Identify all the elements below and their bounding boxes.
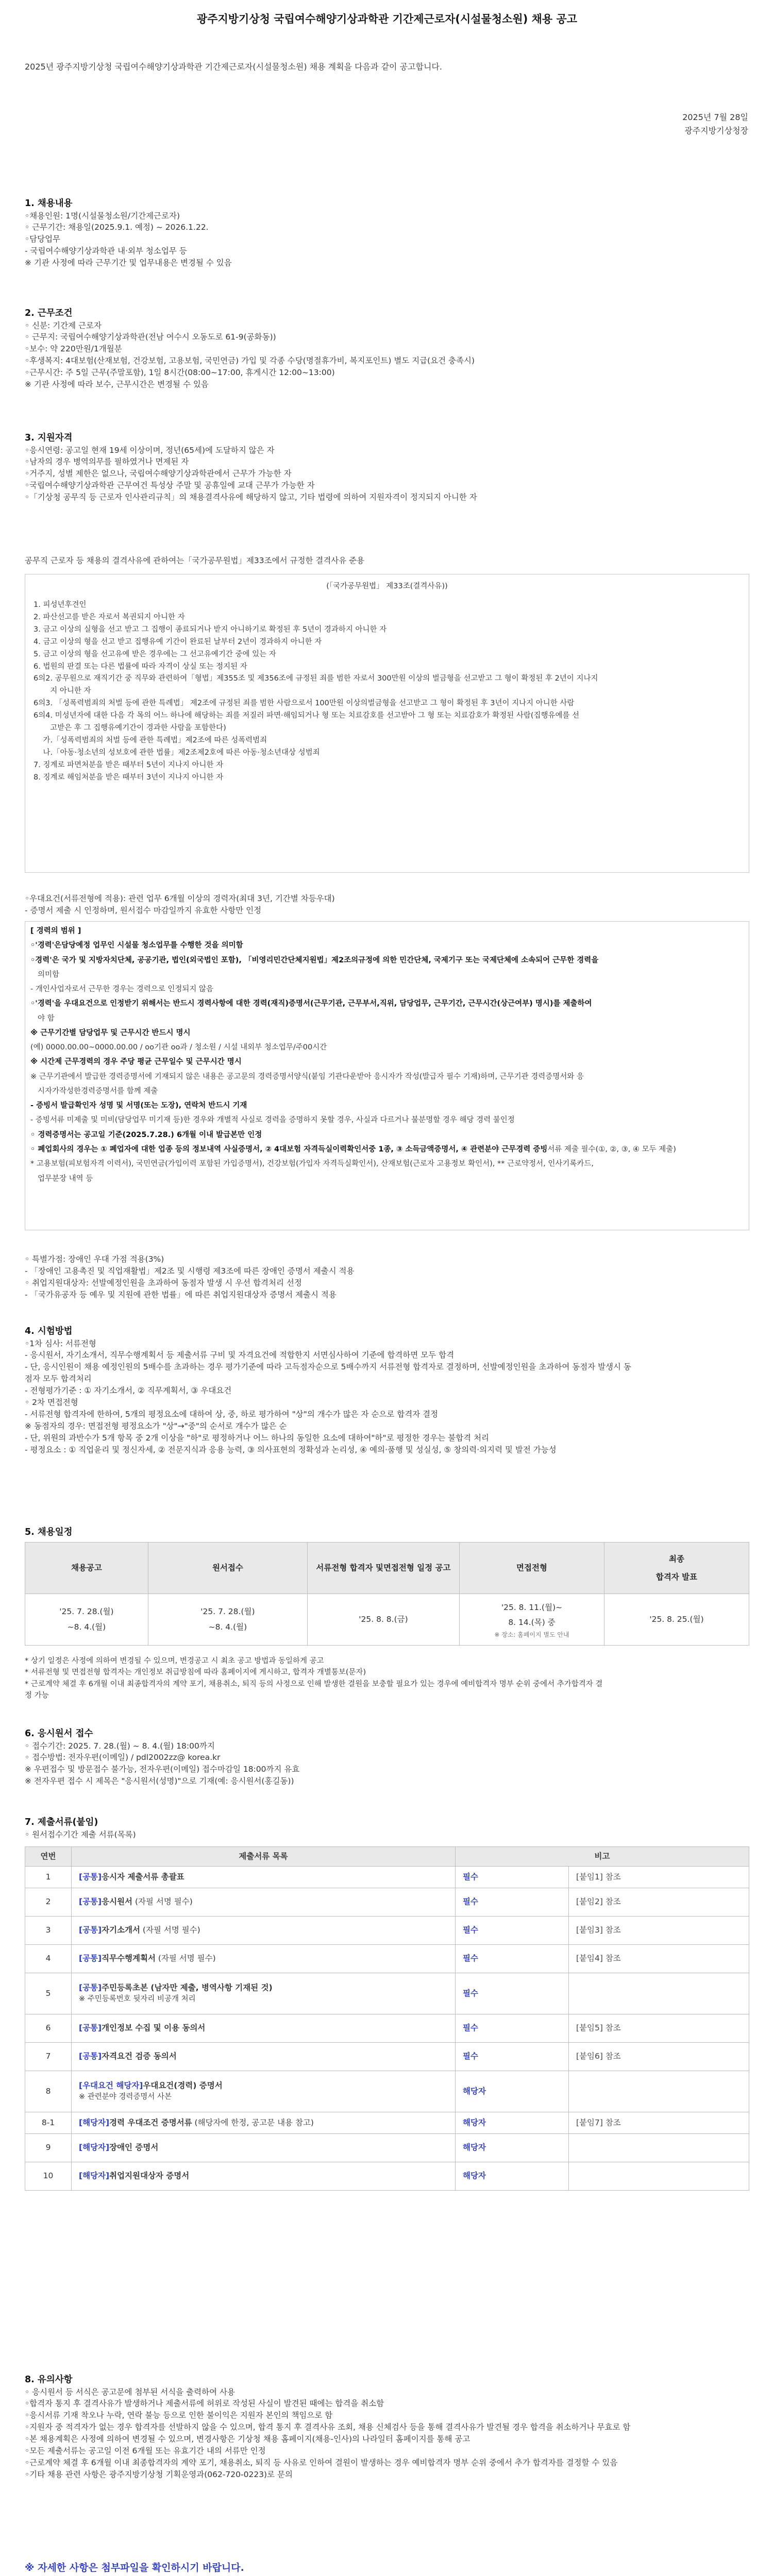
text-line: ※ 기관 사정에 따라 근무기간 및 업무내용은 변경될 수 있음 bbox=[25, 258, 232, 268]
text-line: * 상기 일정은 사정에 의하여 변경될 수 있으며, 변경공고 시 최초 공고 방법과 동일하게 공고 bbox=[25, 1657, 324, 1665]
schedule-notes bbox=[25, 1655, 749, 1702]
section-heading: 7. 제출서류(붙임) bbox=[25, 1817, 98, 1827]
disqualification-box bbox=[25, 574, 749, 873]
document-label: 직무수행계획서 bbox=[102, 1954, 156, 1963]
text-line: ◦본 채용계획은 사정에 의하여 변경될 수 있으며, 변경사항은 기상청 채용 홈페이지(채용-인사)의 나라일터 홈페이지를 통해 공고 bbox=[25, 2434, 470, 2444]
schedule-cell: '25. 7. 28.(월) ~8. 4.(월) bbox=[148, 1594, 307, 1646]
text-line: - 단, 위원의 과반수가 5개 항목 중 2개 이상을 "하"로 평정하거나 어느 하나의 동일한 요소에 대하여"하"로 평정한 경우는 불합격 처리 bbox=[25, 1433, 490, 1443]
attachment-ref bbox=[569, 2162, 749, 2191]
document-label: 개인정보 수집 및 이용 동의서 bbox=[102, 2023, 206, 2033]
row-number: 9 bbox=[25, 2134, 72, 2162]
text-line: ※ 기관 사정에 따라 보수, 근무시간은 변경될 수 있음 bbox=[25, 380, 209, 389]
text-line: ◦ 원서접수기간 제출 서류(목록) bbox=[25, 1829, 136, 1839]
text-fragment: 서류 제출 필수(①, ②, ③, ④ 모두 제출) bbox=[547, 1145, 676, 1154]
document-tag: [공통] bbox=[79, 1897, 102, 1907]
document-subnote: ※ 관련분야 경력증명서 사본 bbox=[79, 2093, 172, 2102]
text-line: * 고용보험(피보험자격 이력서), 국민연금(가입이력 포함된 가입증명서), 건강보험(가입자 자격득실확인서), 산재보험(근로자 고용정보 확인서), ** 근로약정서, 인사기록카드, bbox=[30, 1160, 594, 1168]
document-name bbox=[72, 1917, 456, 1945]
text-fragment: ◦ 폐업회사의 경우는 ① 폐업자에 대한 업종 등의 정보내역 사실증명서, ② 4대보험 자격득실이력확인서 bbox=[30, 1145, 369, 1154]
text-line: ◦거주지, 성별 제한은 없으나, 국립여수해양기상과학관에서 근무가 가능한 자 bbox=[25, 469, 292, 479]
documents-row bbox=[25, 1867, 749, 1888]
document-label: 자기소개서 bbox=[102, 1925, 140, 1935]
text-line: ※ 근무기간별 담당업무 및 근무시간 반드시 명시 bbox=[30, 1028, 191, 1037]
document-name bbox=[72, 2162, 456, 2191]
document-label: 응시자 제출서류 총괄표 bbox=[102, 1872, 184, 1882]
text-line: 의미함 bbox=[38, 970, 60, 979]
documents-row bbox=[25, 1945, 749, 1973]
section-documents bbox=[25, 1816, 749, 1840]
text-line: (예) 0000.00.00~0000.00.00 / oo기관 oo과 / 청소원 / 시설 내외부 청소업무/주00시간 bbox=[30, 1043, 327, 1052]
section-heading: 5. 채용일정 bbox=[25, 1527, 73, 1537]
document-name bbox=[72, 2112, 456, 2134]
text-line bbox=[30, 1142, 744, 1157]
text-line: ◦ 접수기간: 2025. 7. 28.(월) ~ 8. 4.(월) 18:00까지 bbox=[25, 1741, 215, 1751]
text-line: 점자 모두 합격처리 bbox=[25, 1374, 92, 1384]
schedule-cell: '25. 8. 25.(월) bbox=[604, 1594, 749, 1646]
document-subnote: ※ 주민등록번호 뒷자리 비공개 처리 bbox=[79, 1995, 196, 2004]
attachment-ref: [붙임7] 참조 bbox=[569, 2112, 749, 2134]
document-title bbox=[79, 2022, 448, 2034]
disqualification-item: 지 아니한 자 bbox=[33, 687, 91, 696]
documents-row bbox=[25, 1888, 749, 1917]
requirement-badge: 필수 bbox=[456, 1888, 569, 1917]
section-heading: 8. 유의사항 bbox=[25, 2375, 73, 2385]
preference-info bbox=[25, 893, 749, 917]
row-number: 2 bbox=[25, 1888, 72, 1917]
text-line: ◦ 2차 면접전형 bbox=[25, 1398, 78, 1408]
section-body bbox=[25, 1338, 749, 1456]
text-line: ◦합격자 통지 후 결격사유가 발생하거나 제출서류에 허위로 작성된 사실이 발견된 때에는 합격을 취소함 bbox=[25, 2399, 384, 2409]
text-line: ◦모든 제출서류는 공고일 이전 6개월 또는 유효기간 내의 서류만 인정 bbox=[25, 2446, 266, 2456]
document-title bbox=[79, 2142, 448, 2154]
disqualification-item: 3. 금고 이상의 실형을 선고 받고 그 집행이 종료되거나 받지 아니하기로 확정된 후 5년이 경과하지 아니한 자 bbox=[33, 625, 387, 634]
section-body bbox=[25, 1829, 749, 1841]
section-body bbox=[25, 2386, 749, 2481]
text-line: ◦우대요건(서류전형에 적용): 관련 업무 6개월 이상의 경력자(최대 3년, 기간별 차등우대) bbox=[25, 894, 335, 903]
documents-row bbox=[25, 2043, 749, 2071]
attachment-ref: [붙임5] 참조 bbox=[569, 2014, 749, 2043]
documents-row bbox=[25, 1917, 749, 1945]
text-line: ◦국립여수해양기상과학관 근무여건 특성상 주말 및 공휴일에 교대 근무가 가능한 자 bbox=[25, 481, 315, 490]
requirement-badge: 필수 bbox=[456, 1917, 569, 1945]
text-line: ◦경력'은 국가 및 지방자치단체, 공공기관, 법인(외국법인 포함), 「비영리민간단체지원법」제2조의규정에 의한 민간단체, 국제기구 또는 국제단체에 소속되어 근무한 경력을 bbox=[30, 956, 599, 964]
text-line: ◦근무시간: 주 5일 근무(주말포함), 1일 8시간(08:00~17:00, 휴게시간 12:00~13:00) bbox=[25, 368, 335, 378]
text-line: 시자가작성한경력증명서를 함께 제출 bbox=[38, 1087, 158, 1095]
document-tag: [해당자] bbox=[79, 2143, 110, 2153]
text-line: ※ 동점자의 경우: 면접전형 평정요소가 "상"→"중"의 순서로 개수가 많은 순 bbox=[25, 1421, 287, 1431]
disqualification-item: 6의2. 공무원으로 재직기간 중 직무와 관련하여「형법」제355조 및 제356조에 규정된 죄를 범한 자로서 300만원 이상의 벌금형을 선고받고 그 형이 확정된 후 2년이 지나지 bbox=[33, 674, 598, 683]
schedule-note: ※ 장소: 홈페이지 별도 안내 bbox=[494, 1631, 569, 1638]
section-heading: 1. 채용내용 bbox=[25, 198, 73, 209]
issue-date: 2025년 7월 28일 bbox=[682, 112, 748, 122]
document-tag: [공통] bbox=[79, 2023, 102, 2033]
row-number: 8 bbox=[25, 2071, 72, 2112]
attachment-ref: [붙임2] 참조 bbox=[569, 1888, 749, 1917]
document-title bbox=[79, 2170, 448, 2182]
text-line: ※ 우편접수 및 방문접수 불가능, 전자우편(이메일) 접수마감일 18:00까지 유효 bbox=[25, 1765, 300, 1774]
section-recruitment bbox=[25, 197, 749, 269]
schedule-cell: '25. 7. 28.(월) ~8. 4.(월) bbox=[25, 1594, 148, 1646]
schedule-header: 서류전형 합격자 및면접전형 일정 공고 bbox=[307, 1543, 459, 1594]
schedule-cell bbox=[459, 1594, 604, 1646]
attachment-notice: ※ 자세한 사항은 첨부파일을 확인하시기 바랍니다. bbox=[25, 2562, 244, 2573]
row-number: 8-1 bbox=[25, 2112, 72, 2134]
requirement-badge: 필수 bbox=[456, 2043, 569, 2071]
schedule-cell: '25. 8. 8.(금) bbox=[307, 1594, 459, 1646]
section-body bbox=[25, 320, 749, 391]
document-title bbox=[79, 1982, 448, 1994]
text-line: ◦'경력'을 우대요건으로 인정받기 위해서는 반드시 경력사항에 대한 경력(재직)증명서(근무기관, 근무부서,직위, 담당업무, 근무기간, 근무시간(상근여부) 명시)를 제출하여 bbox=[30, 999, 592, 1008]
text-line: ◦ 근무기간: 채용일(2025.9.1. 예정) ~ 2026.1.22. bbox=[25, 223, 209, 232]
requirement-badge: 필수 bbox=[456, 2014, 569, 2043]
text-line: - 응시원서, 자기소개서, 직무수행계획서 등 제출서류 구비 및 자격요건에 적합한지 서면심사하여 기준에 합격하면 모두 합격 bbox=[25, 1350, 455, 1360]
document-tag: [공통] bbox=[79, 1954, 102, 1963]
document-title bbox=[79, 2080, 448, 2092]
section-qualifications bbox=[25, 432, 749, 503]
document-extra: (자필 서명 필수) bbox=[155, 1954, 216, 1963]
document-label: 취업지원대상자 증명서 bbox=[109, 2171, 190, 2181]
text-line: - 서류전형 합격자에 한하여, 5개의 평정요소에 대하여 상, 중, 하로 평가하여 "상"의 개수가 많은 자 순으로 합격자 결정 bbox=[25, 1410, 439, 1419]
documents-row bbox=[25, 2134, 749, 2162]
attachment-ref: [붙임6] 참조 bbox=[569, 2043, 749, 2071]
text-line: 업무분장 내역 등 bbox=[38, 1174, 93, 1183]
section-conditions bbox=[25, 307, 749, 391]
disqualification-item: 2. 파산선고를 받은 자로서 복권되지 아니한 자 bbox=[33, 613, 185, 621]
text-line: ◦ 신분: 기간제 근로자 bbox=[25, 320, 102, 330]
requirement-badge: 해당자 bbox=[456, 2071, 569, 2112]
text-line: ◦근로계약 체결 후 6개월 이내 최종합격자의 계약 포기, 채용취소, 퇴직 등 사유로 인하여 결원이 발생하는 경우 예비합격자 명부 순위 중에서 추가 합격자를 결정할 수 있음 bbox=[25, 2458, 618, 2468]
row-number: 3 bbox=[25, 1917, 72, 1945]
text-line: - 증빙서류 미제출 및 미비(담당업무 미기재 등)한 경우와 개별적 사실로 경력을 증명하지 못할 경우, 사실과 다르거나 불분명할 경우 해당 경력 불인정 bbox=[30, 1116, 515, 1125]
document-label: 주민등록초본 (남자만 제출, 병역사항 기재된 것) bbox=[102, 1983, 273, 1992]
attachment-ref: [붙임4] 참조 bbox=[569, 1945, 749, 1973]
experience-title: [ 경력의 범위 ] bbox=[30, 927, 81, 935]
text-line: - 증명서 제출 시 인정하며, 원서접수 마감일까지 유효한 사항만 인정 bbox=[25, 905, 262, 915]
text-line: ◦기타 채용 관련 사항은 광주지방기상청 기획운영과(062-720-0223)로 문의 bbox=[25, 2470, 293, 2480]
experience-box bbox=[25, 921, 749, 1230]
document-tag: [우대요건 해당자] bbox=[79, 2081, 143, 2090]
disqualification-item: 1. 피성년후견인 bbox=[33, 600, 87, 609]
documents-row bbox=[25, 2071, 749, 2112]
documents-table-wrap bbox=[25, 1846, 749, 2191]
document-extra: (자필 서명 필수) bbox=[140, 1925, 200, 1935]
special-points bbox=[25, 1253, 749, 1301]
row-number: 7 bbox=[25, 2043, 72, 2071]
disqualification-caption: (「국가공무원법」 제33조(결격사유)) bbox=[326, 582, 448, 590]
text-line: * 근로계약 체결 후 6개월 이내 최종합격자의 계약 포기, 채용취소, 퇴직 등의 사정으로 인해 발생한 결원을 보충할 필요가 있는 경우에 예비합격자 명부 순위 중에서 추가합격자 결 bbox=[25, 1680, 603, 1688]
document-tag: [공통] bbox=[79, 1872, 102, 1882]
section-application bbox=[25, 1727, 749, 1787]
disqualification-item: 나.「아동·청소년의 성보호에 관한 법률」제2조제2호에 따른 아동·청소년대상 성범죄 bbox=[33, 748, 320, 757]
text-line: * 서류전형 및 면접전형 합격자는 개인정보 취급방침에 따라 홈페이지에 게시하고, 합격자 개별통보(문자) bbox=[25, 1668, 366, 1677]
text-line: - 개인사업자로서 근무한 경우는 경력으로 인정되지 않음 bbox=[30, 985, 214, 994]
section-heading: 6. 응시원서 접수 bbox=[25, 1728, 93, 1739]
documents-table-body bbox=[25, 1867, 749, 2191]
document-name bbox=[72, 1888, 456, 1917]
documents-table bbox=[25, 1846, 749, 2191]
document-label: 경력 우대조건 증명서류 bbox=[109, 2117, 192, 2127]
text-line: ◦담당업무 bbox=[25, 234, 61, 244]
schedule-header: 최종 합격자 발표 bbox=[604, 1543, 749, 1594]
text-line: ◦보수: 약 220만원/1개월분 bbox=[25, 344, 122, 354]
document-label: 자격요건 검증 동의서 bbox=[102, 2052, 177, 2061]
intro-text: 2025년 광주지방기상청 국립여수해양기상과학관 기간제근로자(시설물청소원) 채용 계획을 다음과 같이 공고합니다. bbox=[25, 62, 442, 72]
disqualification-item: 가.「성폭력범죄의 처벌 등에 관한 특례법」제2조에 따른 성폭력범죄 bbox=[33, 736, 267, 745]
disqualification-item: 7. 징계로 파면처분을 받은 때부터 5년이 지나지 아니한 자 bbox=[33, 760, 224, 769]
section-schedule bbox=[25, 1526, 749, 1539]
text-line: ◦ 취업지원대상자: 선발예정인원을 초과하여 동점자 발생 시 우선 합격처리 선정 bbox=[25, 1278, 302, 1287]
document-tag: [해당자] bbox=[79, 2117, 110, 2127]
document-name bbox=[72, 1945, 456, 1973]
documents-row bbox=[25, 1973, 749, 2014]
document-title bbox=[79, 2117, 448, 2129]
text-line: ◦응시연령: 공고일 현재 19세 이상이며, 정년(65세)에 도달하지 않은 자 bbox=[25, 445, 275, 455]
attachment-ref bbox=[569, 2071, 749, 2112]
row-number: 6 bbox=[25, 2014, 72, 2043]
schedule-header: 원서접수 bbox=[148, 1543, 307, 1594]
document-name bbox=[72, 1867, 456, 1888]
issue-info bbox=[682, 111, 748, 138]
text-line: - 단, 응시인원이 채용 예정인원의 5배수를 초과하는 경우 평가기준에 따라 고득점자순으로 5배수까지 서류전형 합격자로 결정하며, 선발예정인원을 초과하여 동점자 발생시 동 bbox=[25, 1362, 631, 1372]
document-title bbox=[79, 1953, 448, 1964]
text-line: - 전형평가기준 : ① 자기소개서, ② 직무계획서, ③ 우대요건 bbox=[25, 1386, 232, 1396]
attachment-ref: [붙임1] 참조 bbox=[569, 1867, 749, 1888]
text-line: ◦ 접수방법: 전자우편(이메일) / pdl2002zz@ korea.kr bbox=[25, 1753, 221, 1762]
page-title: 광주지방기상청 국립여수해양기상과학관 기간제근로자(시설물청소원) 채용 공고 bbox=[196, 13, 578, 25]
document-title bbox=[79, 1871, 448, 1883]
row-number: 10 bbox=[25, 2162, 72, 2191]
text-line: - 국립여수해양기상과학관 내·외부 청소업무 등 bbox=[25, 246, 187, 256]
text-line: ◦ 경력증명서는 공고일 기준(2025.7.28.) 6개월 이내 발급본만 인정 bbox=[30, 1130, 262, 1139]
requirement-badge: 필수 bbox=[456, 1867, 569, 1888]
text-line: ◦ 근무지: 국립여수해양기상과학관(전남 여수시 오동도로 61-9(공화동)) bbox=[25, 332, 276, 342]
text-line: 공무직 근로자 등 채용의 결격사유에 관하여는「국가공무원법」제33조에서 규정한 결격사유 준용 bbox=[25, 556, 365, 565]
document-tag: [공통] bbox=[79, 1983, 102, 1992]
disqualification-note bbox=[25, 555, 749, 567]
text-line: ◦채용인원: 1명(시설물청소원/기간제근로자) bbox=[25, 211, 180, 221]
document-tag: [공통] bbox=[79, 2052, 102, 2061]
document-name bbox=[72, 1973, 456, 2014]
text-line: - 「장애인 고용촉진 및 직업재활법」제2조 및 시행령 제3조에 따른 장애인 증명서 제출시 적용 bbox=[25, 1266, 355, 1276]
disqualification-item: 6의3. 「성폭력범죄의 처벌 등에 관한 특례법」 제2조에 규정된 죄를 범한 사람으로서 100만원 이상의벌금형을 선고받고 그 형이 확정된 후 3년이 지나지 아니한 사람 bbox=[33, 699, 575, 708]
document-extra: (자필 서명 필수) bbox=[132, 1897, 193, 1907]
document-title bbox=[79, 1924, 448, 1936]
disqualification-item: 8. 징계로 해임처분을 받은 때부터 3년이 지나지 아니한 자 bbox=[33, 773, 224, 782]
document-title bbox=[79, 1896, 448, 1908]
text-line: - 평정요소 : ① 직업윤리 및 정신자세, ② 전문지식과 응용 능력, ③ 의사표현의 정확성과 논리성, ④ 예의·품행 및 성실성, ⑤ 창의력·의지력 및 발전 가능성 bbox=[25, 1445, 557, 1454]
text-line: ◦남자의 경우 병역의무를 필하였거나 면제된 자 bbox=[25, 457, 189, 467]
issuer: 광주지방기상청장 bbox=[684, 126, 748, 136]
schedule-header: 면접전형 bbox=[459, 1543, 604, 1594]
document-tag: [해당자] bbox=[79, 2171, 110, 2181]
document-name bbox=[72, 2071, 456, 2112]
documents-header: 연번 bbox=[25, 1847, 72, 1867]
disqualification-item: 고받은 후 그 집행유예기간이 경과한 사람을 포함한다) bbox=[33, 724, 226, 733]
row-number: 4 bbox=[25, 1945, 72, 1973]
section-body bbox=[25, 445, 749, 504]
attachment-ref bbox=[569, 2134, 749, 2162]
disqualification-item: 5. 금고 이상의 형을 선고유예 받은 경우에는 그 선고유예기간 중에 있는 자 bbox=[33, 650, 276, 658]
requirement-badge: 필수 bbox=[456, 1973, 569, 2014]
document-extra: (해당자에 한정, 공고문 내용 참고) bbox=[192, 2117, 314, 2127]
text-line: ◦후생복지: 4대보험(산재보험, 건강보험, 고용보험, 국민연금) 가입 및 각종 수당(명절휴가비, 복지포인트) 별도 지급(요건 충족시) bbox=[25, 356, 475, 366]
text-line: ◦1차 심사: 서류전형 bbox=[25, 1338, 96, 1348]
row-number: 1 bbox=[25, 1867, 72, 1888]
disqualification-item: 6의4. 미성년자에 대한 다음 각 목의 어느 하나에 해당하는 죄를 저질러 파면·해임되거나 형 또는 치료감호를 선고받아 그 형 또는 치료감호가 확정된 사람(집행유예를 선 bbox=[33, 711, 580, 720]
documents-row bbox=[25, 2112, 749, 2134]
section-exam bbox=[25, 1325, 749, 1456]
text-line: ◦ 특별가점: 장애인 우대 가점 적용(3%) bbox=[25, 1255, 164, 1264]
section-heading: 4. 시험방법 bbox=[25, 1326, 73, 1336]
text-fragment: 중 1종, ③ 소득금액증명서, ④ 관련분야 근무경력 증빙 bbox=[368, 1145, 548, 1154]
document-label: 장애인 증명서 bbox=[109, 2143, 159, 2153]
text-line: ※ 전자우편 접수 시 제목은 "응시원서(성명)"으로 기재(예: 응시원서(홍길동)) bbox=[25, 1776, 294, 1786]
document-label: 우대요건(경력) 증명서 bbox=[143, 2081, 223, 2090]
text-line: - 「국가유공자 등 예우 및 지원에 관한 법률」에 따른 취업지원대상자 증명서 제출시 적용 bbox=[25, 1290, 336, 1299]
document-name bbox=[72, 2014, 456, 2043]
text-line: - 증빙서 발급확인자 성명 및 서명(또는 도장), 연락처 반드시 기재 bbox=[30, 1101, 247, 1110]
text-line: ※ 시간제 근무경력의 경우 주당 평균 근무일수 및 근무시간 명시 bbox=[30, 1058, 242, 1066]
document-name bbox=[72, 2043, 456, 2071]
disqualification-list bbox=[33, 599, 741, 784]
attachment-ref: [붙임3] 참조 bbox=[569, 1917, 749, 1945]
schedule-value: '25. 8. 11.(월)~ 8. 14.(목) 중 bbox=[501, 1602, 563, 1628]
schedule-header: 채용공고 bbox=[25, 1543, 148, 1594]
text-line: ◦응시서류 기재 착오나 누락, 연락 불능 등으로 인한 불이익은 지원자 본인의 책임으로 함 bbox=[25, 2411, 333, 2420]
requirement-badge: 해당자 bbox=[456, 2134, 569, 2162]
documents-row bbox=[25, 2162, 749, 2191]
schedule-table bbox=[25, 1542, 749, 1646]
documents-header: 비고 bbox=[456, 1847, 749, 1867]
document-label: 응시원서 bbox=[102, 1897, 133, 1907]
disqualification-item: 4. 금고 이상의 형을 선고 받고 집행유예 기간이 완료된 날부터 2년이 경과하지 아니한 자 bbox=[33, 637, 322, 646]
attachment-ref bbox=[569, 1973, 749, 2014]
text-line: ◦지원자 중 적격자가 없는 경우 합격자를 선발하지 않을 수 있으며, 합격 통지 후 결격사유 조회, 채용 신체검사 등을 통해 결격사유가 발견될 경우 합격을 취소하거나 무효로 함 bbox=[25, 2422, 631, 2432]
text-line: ◦'경력'은담당예정 업무인 시설물 청소업무를 수행한 것을 의미함 bbox=[30, 941, 243, 950]
document-name bbox=[72, 2134, 456, 2162]
section-body bbox=[25, 1740, 749, 1788]
text-line: ◦「기상청 공무직 등 근로자 인사관리규칙」의 채용결격사유에 해당하지 않고, 기타 법령에 의하여 지원자격이 정지되지 아니한 자 bbox=[25, 493, 477, 502]
requirement-badge: 해당자 bbox=[456, 2162, 569, 2191]
row-number: 5 bbox=[25, 1973, 72, 2014]
section-body bbox=[25, 210, 749, 269]
requirement-badge: 필수 bbox=[456, 1945, 569, 1973]
document-tag: [공통] bbox=[79, 1925, 102, 1935]
text-line: ◦ 응시원서 등 서식은 공고문에 첨부된 서식을 출력하여 사용 bbox=[25, 2387, 235, 2397]
documents-header: 제출서류 목록 bbox=[72, 1847, 456, 1867]
text-line: 야 함 bbox=[38, 1014, 55, 1023]
document-title bbox=[79, 2050, 448, 2062]
section-heading: 3. 지원자격 bbox=[25, 433, 73, 443]
disqualification-item: 6. 법원의 판결 또는 다른 법률에 따라 자격이 상실 또는 정지된 자 bbox=[33, 662, 247, 671]
text-line: ※ 근무기관에서 발급한 경력증명서에 기재되지 않은 내용은 공고문의 경력증명서양식(붙임 기관다운받아 응시자가 작성(발급자 필수 기재)하며, 근무기관 경력증명서와 응 bbox=[30, 1072, 584, 1081]
text-line: 정 가능 bbox=[25, 1691, 49, 1700]
section-notes bbox=[25, 2374, 749, 2481]
section-heading: 2. 근무조건 bbox=[25, 308, 73, 318]
requirement-badge: 해당자 bbox=[456, 2112, 569, 2134]
schedule-table-wrap bbox=[25, 1542, 749, 1646]
documents-row bbox=[25, 2014, 749, 2043]
